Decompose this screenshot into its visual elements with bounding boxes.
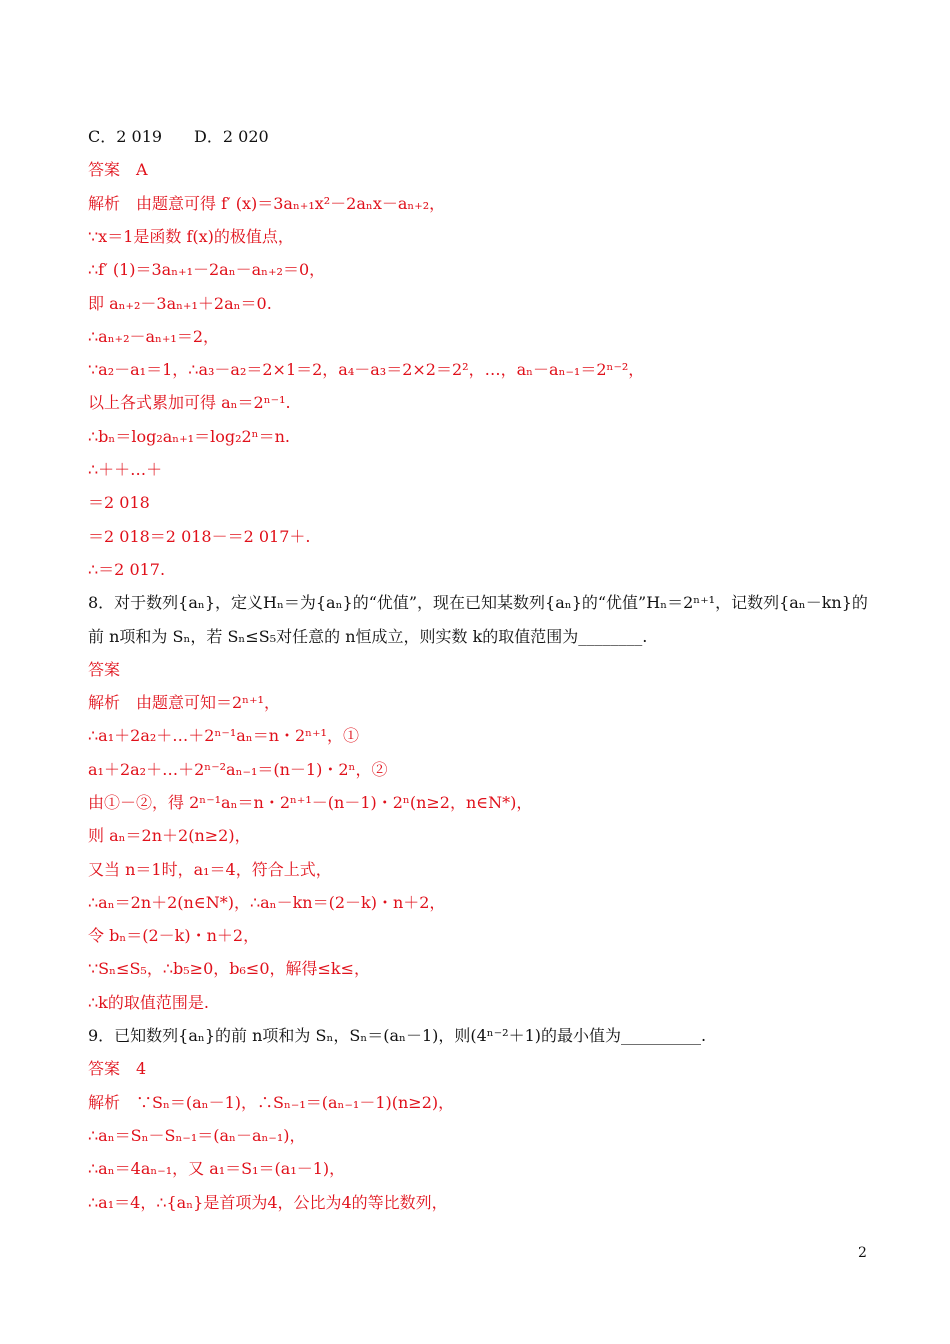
content-line: ∴a₁＝4，∴{aₙ}是首项为4，公比为4的等比数列，: [88, 1193, 448, 1212]
content-line: ∴a₁＋2a₂＋…＋2ⁿ⁻¹aₙ＝n・2ⁿ⁺¹，①: [88, 726, 359, 745]
content-line: ∴bₙ＝log₂aₙ₊₁＝log₂2ⁿ＝n.: [88, 427, 290, 446]
content-line: 答案 A: [88, 160, 148, 179]
content-line: 以上各式累加可得 aₙ＝2ⁿ⁻¹.: [88, 393, 291, 412]
content-line: 解析 ∵Sₙ＝(aₙ－1)，∴Sₙ₋₁＝(aₙ₋₁－1)(n≥2)，: [88, 1093, 455, 1112]
content-line: ∵x＝1是函数 f(x)的极值点，: [88, 227, 294, 246]
page-number: 2: [858, 1245, 867, 1261]
content-line: ∴aₙ₊₂－aₙ₊₁＝2，: [88, 327, 220, 346]
content-line: ∴k的取值范围是.: [88, 993, 209, 1012]
content-line: 由①－②，得 2ⁿ⁻¹aₙ＝n・2ⁿ⁺¹－(n－1)・2ⁿ(n≥2，n∈N*)，: [88, 793, 533, 812]
content-line: 则 aₙ＝2n＋2(n≥2)，: [88, 826, 251, 845]
content-line: ＝2 018＝2 018－＝2 017＋.: [88, 527, 311, 546]
content-line: 即 aₙ₊₂－3aₙ₊₁＋2aₙ＝0.: [88, 294, 272, 313]
content-line: ∵Sₙ≤S₅，∴b₅≥0，b₆≤0，解得≤k≤，: [88, 959, 371, 978]
content-line: ∴＝2 017.: [88, 560, 166, 579]
content-line: 又当 n＝1时，a₁＝4，符合上式，: [88, 860, 332, 879]
content-line: ∴aₙ＝Sₙ－Sₙ₋₁＝(aₙ－aₙ₋₁)，: [88, 1126, 306, 1145]
content-line: ∴aₙ＝2n＋2(n∈N*)，∴aₙ－kn＝(2－k)・n＋2，: [88, 893, 446, 912]
content-line: ＝2 018: [88, 493, 150, 512]
content-line: 答案: [88, 660, 121, 679]
content-line: C．2 019 D．2 020: [88, 127, 269, 146]
content-line: 9．已知数列{aₙ}的前 n项和为 Sₙ，Sₙ＝(aₙ－1)，则(4ⁿ⁻²＋1)的最小值为__________.: [88, 1026, 707, 1045]
content-line: 答案 4: [88, 1059, 147, 1078]
content-line: 解析 由题意可得 f′ (x)＝3aₙ₊₁x²－2aₙx－aₙ₊₂，: [88, 194, 446, 213]
content-line: ∴aₙ＝4aₙ₋₁，又 a₁＝S₁＝(a₁－1)，: [88, 1159, 346, 1178]
content-line: a₁＋2a₂＋…＋2ⁿ⁻²aₙ₋₁＝(n－1)・2ⁿ，②: [88, 760, 388, 779]
content-line: ∴f′ (1)＝3aₙ₊₁－2aₙ－aₙ₊₂＝0，: [88, 260, 326, 279]
content-line: 8．对于数列{aₙ}，定义Hₙ＝为{aₙ}的“优值”，现在已知某数列{aₙ}的“优值”Hₙ＝2ⁿ⁺¹，记数列{aₙ－kn}的: [88, 593, 868, 612]
content-line: 前 n项和为 Sₙ，若 Sₙ≤S₅对任意的 n恒成立，则实数 k的取值范围为________.: [88, 627, 648, 646]
content-line: 令 bₙ＝(2－k)・n＋2，: [88, 926, 260, 945]
content-line: 解析 由题意可知＝2ⁿ⁺¹，: [88, 693, 280, 712]
content-line: ∵a₂－a₁＝1，∴a₃－a₂＝2×1＝2，a₄－a₃＝2×2＝2²，…，aₙ－aₙ₋₁＝2ⁿ⁻²，: [88, 360, 645, 379]
content-line: ∴＋＋…＋: [88, 460, 163, 479]
